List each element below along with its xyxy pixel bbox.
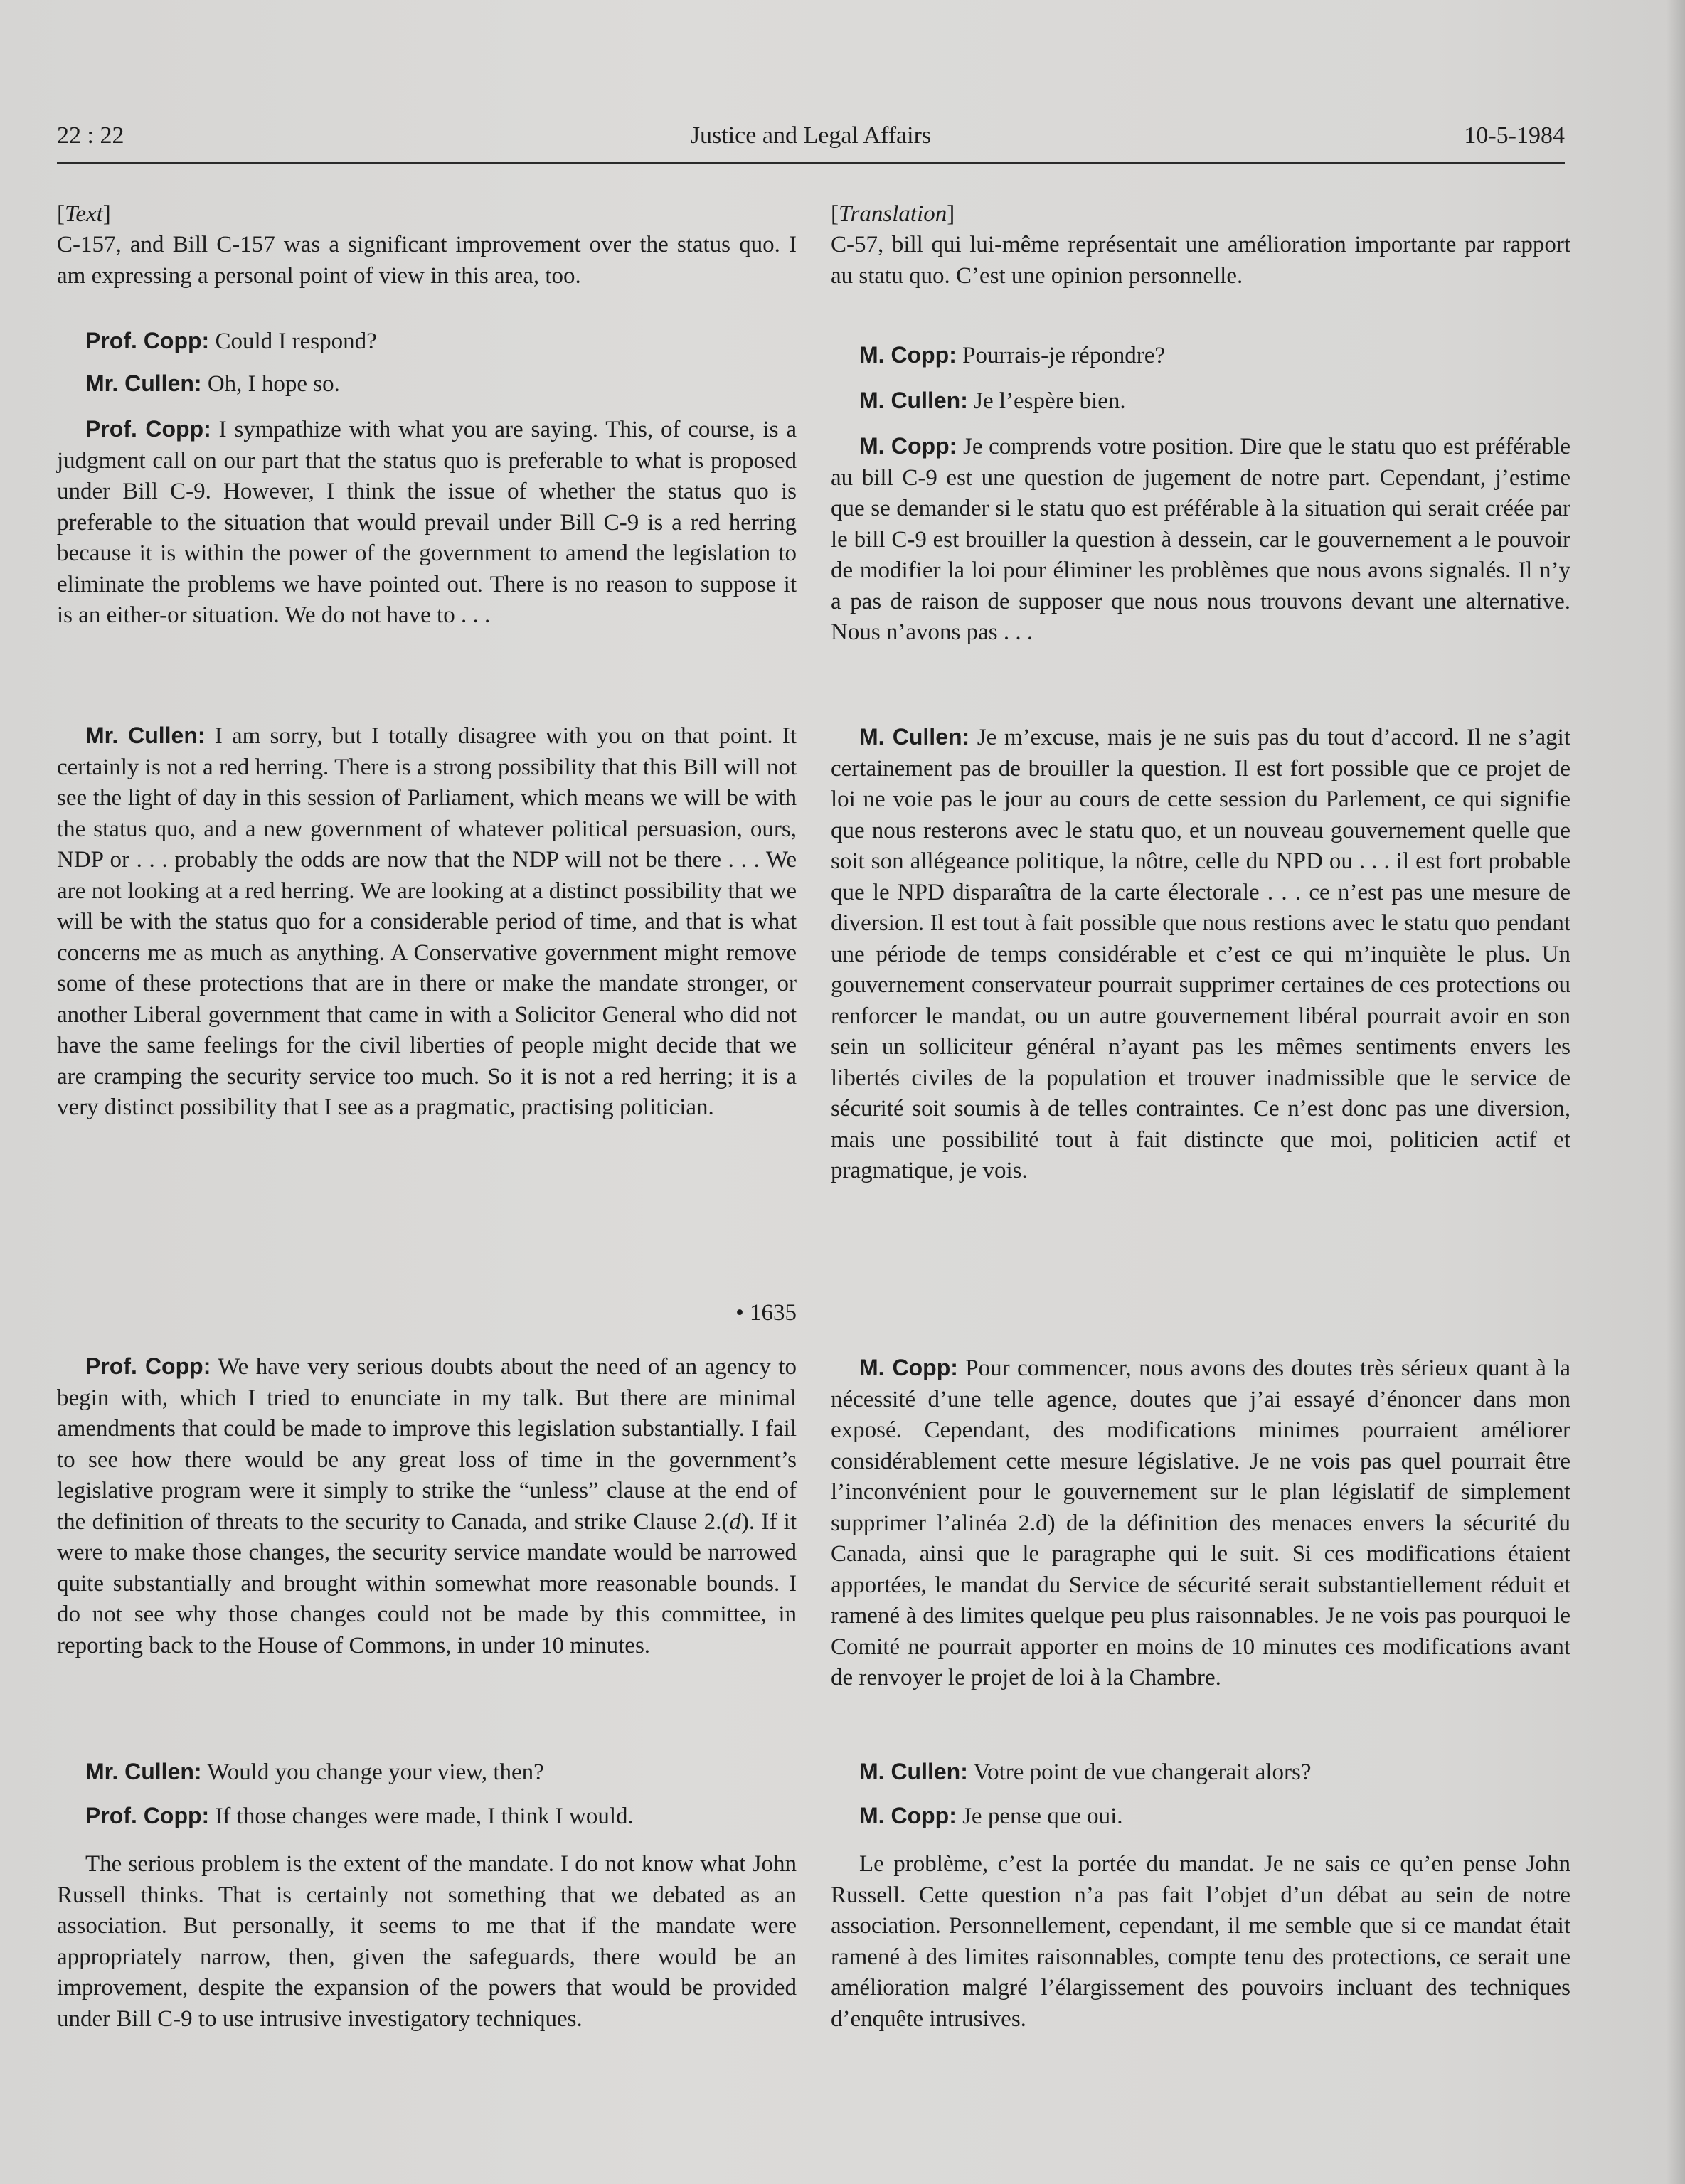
paragraph: Prof. Copp: If those changes were made, I think I would. xyxy=(85,1803,634,1829)
paragraph: Prof. Copp: Could I respond? xyxy=(85,328,377,354)
speaker-name: Prof. Copp: xyxy=(85,1353,211,1379)
page-header xyxy=(57,122,1565,162)
speaker-name: M. Cullen: xyxy=(859,388,968,413)
speaker-name: Prof. Copp: xyxy=(85,416,211,442)
speaker-name: Prof. Copp: xyxy=(85,328,210,353)
paragraph: The serious problem is the extent of the mandate. I do not know what John Russell thinks. That is certainly not something that we debated as an association. But personally, it seems to me that if the mandate were appropriately narrow, then, given the safeguards, there would be an improvement, despite the expansion of the powers that would be provided under Bill C-9 to use intrusive investigatory techniques. xyxy=(57,1851,797,2032)
speaker-name: Mr. Cullen: xyxy=(85,1759,202,1784)
paragraph: Mr. Cullen: I am sorry, but I totally disagree with you on that point. It certainly is not a red herring. There is a strong possibility that this Bill will not see the light of day in this session of Parliament, which means we will be with the status quo, and a new government of whatever political persuasion, ours, NDP or . . . probably the odds are now that the NDP will not be there . . . We are not looking at a red herring. We are looking at a distinct possibility that we will be with the status quo for a considerable period of time, and that is what concerns me as much as anything. A Conservative government might remove some of these protections that are in there or make the mandate stronger, or another Liberal government that came in with a Solicitor General who did not have the same feelings for the civil liberties of people might decide that we are cramping the security service too much. So it is not a red herring; it is a very distinct possibility that I see as a pragmatic, practising politician. xyxy=(57,723,797,1120)
paragraph: Mr. Cullen: Would you change your view, then? xyxy=(85,1759,544,1785)
paragraph: C-57, bill qui lui-même représentait une amélioration importante par rapport au statu quo. C’est une opinion personnelle. xyxy=(831,232,1570,289)
paragraph: M. Cullen: Je l’espère bien. xyxy=(859,388,1126,414)
speaker-name: Mr. Cullen: xyxy=(85,723,206,748)
paragraph: M. Copp: Je comprends votre position. Dire que le statu quo est préférable au bill C-9 est une question de jugement de notre part. Cependant, j’estime que se demander si le statu quo est préférable à la situation qui serait créée par le bill C-9 est brouiller la question à dessein, car le gouvernement a le pouvoir de modifier la loi pour éliminer les problèmes que nous avons signalés. Il n’y a pas de raison de supposer que nous nous trouvons devant une alternative. Nous n’avons pas . . . xyxy=(831,433,1570,645)
paragraph: M. Copp: Pour commencer, nous avons des doutes très sérieux quant à la nécessité d’une telle agence, doutes que j’ai essayé d’énoncer dans mon exposé. Cependant, des modifications minimes pourraient améliorer considérablement cette mesure législative. Je ne vois pas quel pourrait être l’inconvénient pour le gouvernement sur le plan législatif de simplement supprimer l’alinéa 2.d) de la définition des menaces envers la sécurité du Canada, ainsi que le paragraphe qui le suit. Si ces modifications étaient apportées, le mandat du Service de sécurité serait substantiellement réduit et ramené à des limites quelque peu plus raisonnables. Je ne vois pas pourquoi le Comité ne pourrait apporter en moins de 10 minutes ces modifications avant de renvoyer le projet de loi à la Chambre. xyxy=(831,1355,1571,1690)
speaker-name: M. Copp: xyxy=(859,433,957,459)
paragraph: M. Copp: Je pense que oui. xyxy=(859,1803,1123,1829)
paragraph: M. Copp: Pourrais-je répondre? xyxy=(859,342,1166,368)
speaker-name: M. Copp: xyxy=(859,1803,957,1828)
speaker-name: Mr. Cullen: xyxy=(85,371,202,396)
speaker-name: M. Copp: xyxy=(859,342,957,368)
page-edge-shadow xyxy=(1667,0,1685,2184)
speaker-name: M. Copp: xyxy=(859,1355,958,1380)
paragraph: Mr. Cullen: Oh, I hope so. xyxy=(85,371,340,397)
text-label-word: Text xyxy=(65,201,103,227)
header-rule xyxy=(57,162,1565,164)
speaker-name: M. Cullen: xyxy=(859,1759,968,1784)
time-marker: • 1635 xyxy=(735,1300,797,1326)
paragraph: C-157, and Bill C-157 was a significant improvement over the status quo. I am expressing a personal point of view in this area, too. xyxy=(57,232,797,289)
page-date: 10-5-1984 xyxy=(1464,122,1565,149)
page-number: 22 : 22 xyxy=(57,122,124,149)
english-column xyxy=(57,192,797,2077)
paragraph: Le problème, c’est la portée du mandat. Je ne sais ce qu’en pense John Russell. Cette question n’a pas fait l’objet d’un débat au sein de notre association. Personnellement, cependant, il me semble que si ce mandat était ramené à des limites raisonnables, compte tenu des protections, ce serait une amélioration malgré l’élargissement des pouvoirs incluant des techniques d’enquête intrusives. xyxy=(831,1851,1570,2032)
paragraph: M. Cullen: Je m’excuse, mais je ne suis pas du tout d’accord. Il ne s’agit certainement pas de brouiller la question. Il est fort possible que ce projet de loi ne voie pas le jour au cours de cette session du Parlement, ce qui signifie que nous resterons avec le statu quo, et un nouveau gouvernement quelle que soit son allégeance politique, la nôtre, celle du NPD ou . . . il est fort probable que le NPD disparaîtra de la carte électorale . . . ce n’est pas une mesure de diversion. Il est tout à fait possible que nous restions avec le statu quo pendant une période de temps considérable et c’est ce qui m’inquiète le plus. Un gouvernement conservateur pourrait supprimer certaines de ces protections ou renforcer le mandat, ou un autre gouvernement libéral pourrait avoir en son sein un solliciteur général n’ayant pas les mêmes sentiments envers les libertés civiles de la population et trouver inadmissible que le service de sécurité soit soumis à de telles contraintes. Ce n’est donc pas une diversion, mais une possibilité tout à fait distincte que moi, politicien actif et pragmatique, je vois. xyxy=(831,724,1571,1183)
paragraph: M. Cullen: Votre point de vue changerait alors? xyxy=(859,1759,1312,1785)
running-title: Justice and Legal Affairs xyxy=(690,122,932,149)
translation-label: [Translation] xyxy=(831,201,955,227)
translation-label-word: Translation xyxy=(839,201,947,227)
speaker-name: Prof. Copp: xyxy=(85,1803,210,1828)
paragraph: Prof. Copp: I sympathize with what you are saying. This, of course, is a judgment call on our part that the status quo is preferable to what is proposed under Bill C-9. However, I think the issue of whether the status quo is preferable to the situation that would prevail under Bill C-9 is a red herring because it is within the power of the government to amend the legislation to eliminate the problems we have pointed out. There is no reason to suppose it is an either-or situation. We do not have to . . . xyxy=(57,416,797,628)
speaker-name: M. Cullen: xyxy=(859,724,970,750)
paragraph: Prof. Copp: We have very serious doubts about the need of an agency to begin with, which I tried to enunciate in my talk. But there are minimal amendments that could be made to improve this legislation substantially. I fail to see how there would be any great loss of time in the government’s legislative program were it simply to strike the “unless” clause at the end of the definition of threats to the security to Canada, and strike Clause 2.(d). If it were to make those changes, the security service mandate would be narrowed quite substantially and brought within somewhat more reasonable bounds. I do not see why those changes could not be made by this committee, in reporting back to the House of Commons, in under 10 minutes. xyxy=(57,1353,797,1658)
text-label: [Text] xyxy=(57,201,111,227)
french-column xyxy=(831,192,1570,2077)
